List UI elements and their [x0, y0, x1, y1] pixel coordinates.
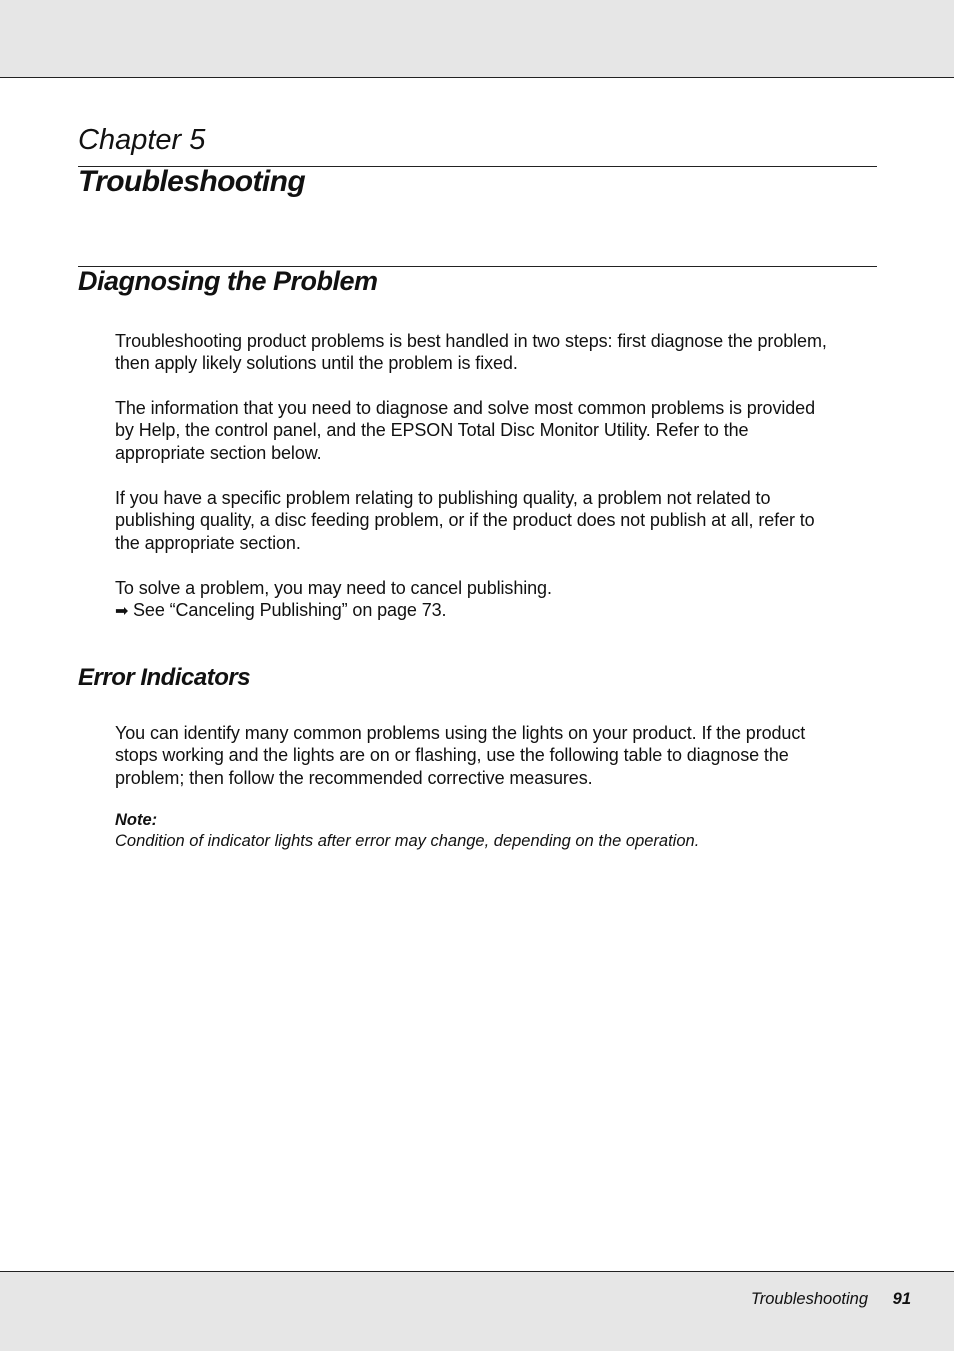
paragraph-line: the appropriate section.	[115, 532, 301, 553]
footer-band	[0, 1271, 954, 1351]
chapter-title: Troubleshooting	[78, 165, 306, 198]
paragraph-error-indicators	[115, 722, 880, 789]
paragraph-line: then apply likely solutions until the problem is fixed.	[115, 353, 518, 374]
cross-reference-text: See “Canceling Publishing” on page 73.	[133, 600, 447, 621]
paragraph-line: appropriate section below.	[115, 442, 322, 463]
header-band	[0, 0, 954, 78]
paragraph-line: Troubleshooting product problems is best handled in two steps: first diagnose the problem,	[115, 331, 827, 351]
chapter-label: Chapter 5	[78, 124, 206, 156]
paragraph-line: problem; then follow the recommended corrective measures.	[115, 767, 593, 788]
paragraph-line: The information that you need to diagnose and solve most common problems is provided	[115, 398, 815, 418]
paragraph-cancel	[115, 577, 880, 624]
section-heading-diagnosing: Diagnosing the Problem	[78, 266, 378, 296]
paragraph-line: If you have a specific problem relating to publishing quality, a problem not related to	[115, 488, 771, 508]
paragraph-line: publishing quality, a disc feeding problem, or if the product does not publish at all, refer to	[115, 510, 815, 531]
paragraph-intro	[115, 330, 880, 375]
note-label: Note:	[115, 811, 158, 829]
paragraph-information-sources	[115, 397, 880, 464]
paragraph-line: You can identify many common problems using the lights on your product. If the product	[115, 723, 806, 743]
paragraph-specific-problem	[115, 487, 880, 554]
paragraph-line: by Help, the control panel, and the EPSON Total Disc Monitor Utility. Refer to the	[115, 420, 749, 441]
cross-reference-link[interactable]	[115, 599, 880, 623]
section-heading-error-indicators: Error Indicators	[78, 664, 251, 691]
paragraph-line: stops working and the lights are on or flashing, use the following table to diagnose the	[115, 745, 789, 766]
footer-page-number: 91	[892, 1290, 911, 1308]
footer-section-title: Troubleshooting	[750, 1290, 868, 1308]
paragraph-line: To solve a problem, you may need to cancel publishing.	[115, 578, 552, 598]
note-text: Condition of indicator lights after error may change, depending on the operation.	[115, 832, 700, 850]
arrow-right-icon: ➡	[115, 603, 129, 621]
